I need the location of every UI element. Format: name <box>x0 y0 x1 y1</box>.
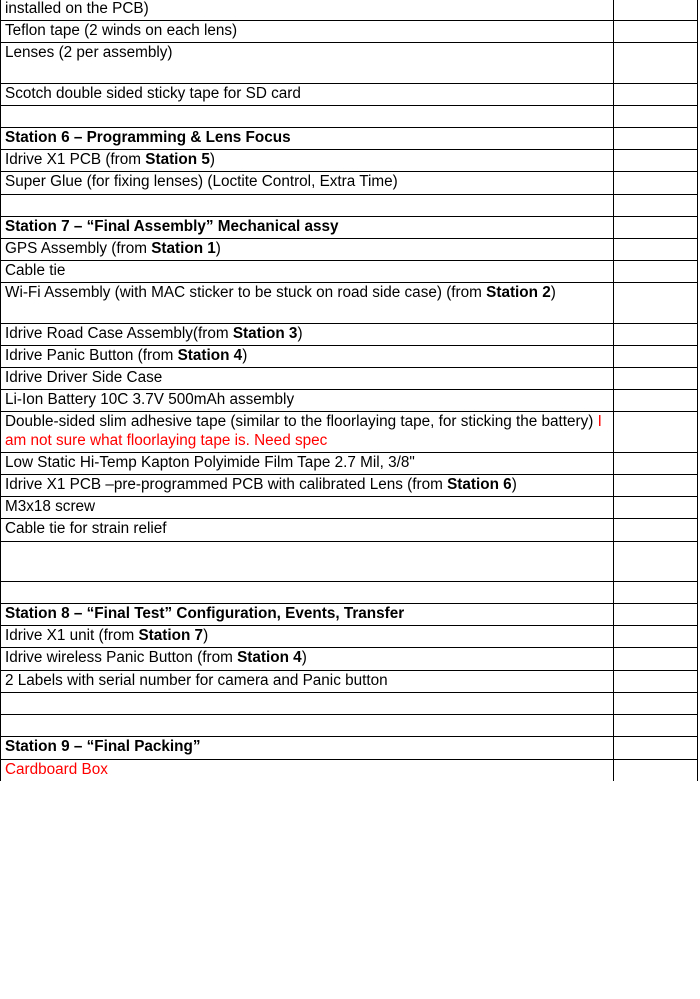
item-description-cell <box>1 715 614 737</box>
item-text: Idrive X1 PCB (from <box>5 151 146 169</box>
item-description-cell <box>1 519 614 541</box>
table-row <box>1 239 698 261</box>
quantity-cell <box>614 283 698 323</box>
table-row <box>1 128 698 150</box>
item-description-cell <box>1 626 614 648</box>
item-description-cell <box>1 0 614 21</box>
item-text <box>5 196 9 213</box>
station-reference: Station 1 <box>151 240 216 258</box>
item-description-cell <box>1 323 614 345</box>
item-text: ) <box>297 324 303 342</box>
item-text: 2 Labels with serial number for camera and Panic button <box>5 671 388 689</box>
quantity-cell <box>614 323 698 345</box>
station-header-cell <box>1 737 614 759</box>
note-text: I am not sure what floorlaying tape is. Need spec <box>5 413 602 449</box>
station-header-cell <box>1 216 614 238</box>
table-row <box>1 604 698 626</box>
item-description-cell <box>1 150 614 172</box>
station-header-label: Station 8 – “Final Test” Configuration, Events, Transfer <box>5 605 405 623</box>
item-description-cell <box>1 345 614 367</box>
table-row <box>1 345 698 367</box>
item-text <box>5 583 9 600</box>
item-text: ) <box>203 627 209 645</box>
quantity-cell <box>614 648 698 670</box>
table-row <box>1 759 698 781</box>
quantity-cell <box>614 412 698 452</box>
table-row <box>1 541 698 581</box>
table-row <box>1 43 698 83</box>
quantity-cell <box>614 216 698 238</box>
table-row <box>1 368 698 390</box>
item-text: Double-sided slim adhesive tape (similar to the floorlaying tape, for sticking the battery) <box>5 413 598 431</box>
table-row <box>1 216 698 238</box>
table-row <box>1 0 698 21</box>
item-text: Cable tie for strain relief <box>5 520 167 538</box>
item-text: Idrive Road Case Assembly(from <box>5 324 233 342</box>
table-row <box>1 323 698 345</box>
station-reference: Station 4 <box>177 346 243 364</box>
item-text: Super Glue (for fixing lenses) (Loctite Control, Extra Time) <box>5 173 398 191</box>
item-text: Idrive X1 PCB –pre-programmed PCB with calibrated Lens (from <box>5 476 448 494</box>
station-reference: Station 2 <box>486 284 551 302</box>
quantity-cell <box>614 692 698 714</box>
item-description-cell <box>1 412 614 452</box>
item-description-cell <box>1 648 614 670</box>
quantity-cell <box>614 43 698 83</box>
table-row <box>1 648 698 670</box>
quantity-cell <box>614 150 698 172</box>
station-reference: Station 4 <box>237 649 302 667</box>
item-text: Scotch double sided sticky tape for SD card <box>5 84 301 102</box>
quantity-cell <box>614 368 698 390</box>
table-row <box>1 692 698 714</box>
quantity-cell <box>614 345 698 367</box>
item-text <box>5 543 9 560</box>
table-row <box>1 475 698 497</box>
item-description-cell <box>1 194 614 216</box>
table-row <box>1 283 698 323</box>
quantity-cell <box>614 581 698 603</box>
table-row <box>1 452 698 474</box>
quantity-cell <box>614 0 698 21</box>
table-row <box>1 83 698 105</box>
table-row <box>1 194 698 216</box>
quantity-cell <box>614 475 698 497</box>
table-row <box>1 519 698 541</box>
item-description-cell <box>1 83 614 105</box>
quantity-cell <box>614 194 698 216</box>
quantity-cell <box>614 626 698 648</box>
item-text: ) <box>242 346 248 364</box>
quantity-cell <box>614 715 698 737</box>
table-body <box>1 0 698 781</box>
item-description-cell <box>1 390 614 412</box>
quantity-cell <box>614 239 698 261</box>
station-reference: Station 5 <box>145 151 210 169</box>
item-text: ) <box>550 284 556 302</box>
item-text <box>5 107 9 124</box>
item-text: Cable tie <box>5 262 66 280</box>
quantity-cell <box>614 737 698 759</box>
item-text: ) <box>215 240 221 258</box>
quantity-cell <box>614 21 698 43</box>
item-description-cell <box>1 172 614 194</box>
quantity-cell <box>614 519 698 541</box>
item-text: installed on the PCB) <box>5 0 149 17</box>
item-description-cell <box>1 239 614 261</box>
table-row <box>1 581 698 603</box>
item-text: Teflon tape (2 winds on each lens) <box>5 22 238 40</box>
quantity-cell <box>614 497 698 519</box>
item-text <box>5 694 9 711</box>
table-row <box>1 737 698 759</box>
quantity-cell <box>614 128 698 150</box>
station-reference: Station 3 <box>232 324 298 342</box>
station-header-cell <box>1 604 614 626</box>
item-text: Lenses (2 per assembly) <box>5 44 173 62</box>
table-row <box>1 172 698 194</box>
quantity-cell <box>614 105 698 127</box>
table-row <box>1 715 698 737</box>
item-description-cell <box>1 475 614 497</box>
station-header-cell <box>1 128 614 150</box>
table-row <box>1 150 698 172</box>
quantity-cell <box>614 390 698 412</box>
table-row <box>1 497 698 519</box>
item-description-cell <box>1 497 614 519</box>
item-description-cell <box>1 581 614 603</box>
item-text: Idrive wireless Panic Button (from <box>5 649 238 667</box>
item-text: M3x18 screw <box>5 498 96 516</box>
item-description-cell <box>1 759 614 781</box>
quantity-cell <box>614 670 698 692</box>
item-description-cell <box>1 261 614 283</box>
item-description-cell <box>1 105 614 127</box>
item-description-cell <box>1 692 614 714</box>
item-text: Low Static Hi-Temp Kapton Polyimide Film Tape 2.7 Mil, 3/8" <box>5 453 415 471</box>
item-text: Cardboard Box <box>5 760 108 778</box>
quantity-cell <box>614 759 698 781</box>
item-text: ) <box>511 476 517 494</box>
quantity-cell <box>614 541 698 581</box>
quantity-cell <box>614 604 698 626</box>
item-text: ) <box>301 649 307 667</box>
table-row <box>1 670 698 692</box>
item-description-cell <box>1 670 614 692</box>
station-header-label: Station 6 – Programming & Lens Focus <box>5 129 291 147</box>
item-text: Idrive Panic Button (from <box>5 346 178 364</box>
table-row <box>1 390 698 412</box>
item-text: Li-Ion Battery 10C 3.7V 500mAh assembly <box>5 391 295 409</box>
table-row <box>1 261 698 283</box>
item-text: Idrive X1 unit (from <box>5 627 139 645</box>
table-row <box>1 412 698 452</box>
item-description-cell <box>1 368 614 390</box>
item-text: Idrive Driver Side Case <box>5 369 163 387</box>
item-text: Wi-Fi Assembly (with MAC sticker to be stuck on road side case) (from <box>5 284 487 302</box>
quantity-cell <box>614 172 698 194</box>
item-text: GPS Assembly (from <box>5 240 152 258</box>
item-text: ) <box>209 151 215 169</box>
quantity-cell <box>614 261 698 283</box>
quantity-cell <box>614 452 698 474</box>
station-reference: Station 6 <box>447 476 512 494</box>
item-description-cell <box>1 452 614 474</box>
item-description-cell <box>1 283 614 323</box>
station-reference: Station 7 <box>138 627 204 645</box>
item-description-cell <box>1 21 614 43</box>
quantity-cell <box>614 83 698 105</box>
table-row <box>1 626 698 648</box>
table-row <box>1 105 698 127</box>
station-header-label: Station 9 – “Final Packing” <box>5 738 201 756</box>
item-text <box>5 716 9 733</box>
item-description-cell <box>1 541 614 581</box>
item-description-cell <box>1 43 614 83</box>
station-header-label: Station 7 – “Final Assembly” Mechanical assy <box>5 217 339 235</box>
table-row <box>1 21 698 43</box>
